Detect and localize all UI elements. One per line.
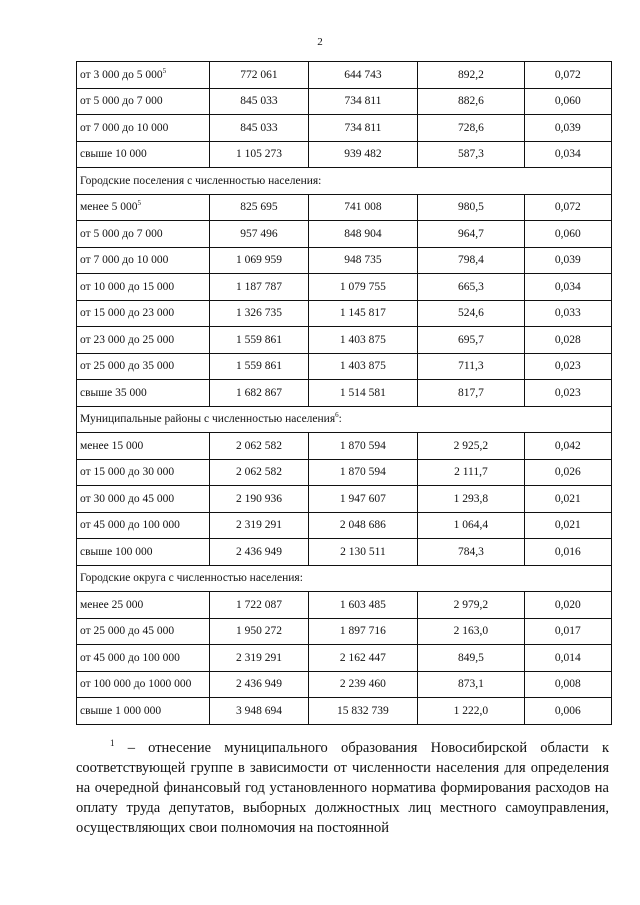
value-cell-3: 711,3: [418, 353, 525, 380]
value-cell-1: 2 190 936: [210, 486, 309, 513]
section-heading-label: Городские поселения с численностью населения:: [80, 174, 322, 187]
value-cell-3: 2 925,2: [418, 433, 525, 460]
value-cell-2: 1 403 875: [308, 353, 417, 380]
value-cell-3: 695,7: [418, 327, 525, 354]
table-row: [77, 645, 612, 672]
value-cell-3: 2 163,0: [418, 618, 525, 645]
value-cell-2: 2 239 460: [308, 671, 417, 698]
value-cell-4: 0,039: [524, 247, 611, 274]
population-range-cell: [77, 194, 210, 221]
value-cell-2: 1 514 581: [308, 380, 417, 407]
table-row: [77, 698, 612, 725]
table-row: [77, 247, 612, 274]
value-cell-3: 524,6: [418, 300, 525, 327]
value-cell-2: 948 735: [308, 247, 417, 274]
population-range-label: от 15 000 до 30 000: [80, 466, 175, 479]
value-cell-1: 1 722 087: [210, 592, 309, 619]
section-heading-label: Муниципальные районы с численностью населения: [80, 413, 336, 426]
value-cell-1: 1 326 735: [210, 300, 309, 327]
population-range-label: от 25 000 до 35 000: [80, 360, 175, 373]
value-cell-2: 15 832 739: [308, 698, 417, 725]
population-range-cell: [77, 380, 210, 407]
population-range-label: от 25 000 до 45 000: [80, 625, 175, 638]
population-range-label: от 3 000 до 5 000: [80, 68, 163, 81]
population-range-label: от 45 000 до 100 000: [80, 519, 180, 532]
table-row: [77, 194, 612, 221]
population-range-label: от 10 000 до 15 000: [80, 280, 175, 293]
value-cell-2: 1 947 607: [308, 486, 417, 513]
value-cell-1: 845 033: [210, 115, 309, 142]
table-row: [77, 300, 612, 327]
value-cell-4: 0,039: [524, 115, 611, 142]
population-range-label: свыше 10 000: [80, 148, 147, 161]
value-cell-2: 1 870 594: [308, 433, 417, 460]
value-cell-4: 0,028: [524, 327, 611, 354]
table-row: [77, 671, 612, 698]
value-cell-3: 587,3: [418, 141, 525, 168]
value-cell-3: 849,5: [418, 645, 525, 672]
value-cell-1: 1 069 959: [210, 247, 309, 274]
table-row: [77, 433, 612, 460]
population-range-cell: [77, 274, 210, 301]
table-row: [77, 618, 612, 645]
population-range-cell: [77, 539, 210, 566]
value-cell-3: 882,6: [418, 88, 525, 115]
value-cell-3: 873,1: [418, 671, 525, 698]
value-cell-3: 2 111,7: [418, 459, 525, 486]
population-range-cell: [77, 221, 210, 248]
value-cell-2: 848 904: [308, 221, 417, 248]
value-cell-4: 0,023: [524, 353, 611, 380]
section-heading-suffix: :: [338, 413, 342, 426]
value-cell-2: 2 048 686: [308, 512, 417, 539]
value-cell-2: 939 482: [308, 141, 417, 168]
population-range-label: менее 15 000: [80, 439, 144, 452]
value-cell-1: 2 319 291: [210, 512, 309, 539]
footnote-ref: 5: [162, 66, 167, 75]
value-cell-3: 1 064,4: [418, 512, 525, 539]
value-cell-4: 0,072: [524, 194, 611, 221]
value-cell-4: 0,033: [524, 300, 611, 327]
value-cell-4: 0,034: [524, 274, 611, 301]
value-cell-4: 0,042: [524, 433, 611, 460]
table-row: [77, 141, 612, 168]
table-row: [77, 512, 612, 539]
value-cell-3: 964,7: [418, 221, 525, 248]
population-range-cell: [77, 459, 210, 486]
table-row: [77, 486, 612, 513]
population-range-cell: [77, 592, 210, 619]
value-cell-4: 0,023: [524, 380, 611, 407]
value-cell-4: 0,008: [524, 671, 611, 698]
value-cell-3: 665,3: [418, 274, 525, 301]
population-range-label: свыше 100 000: [80, 545, 153, 558]
population-range-cell: [77, 247, 210, 274]
table-row: [77, 274, 612, 301]
value-cell-1: 1 950 272: [210, 618, 309, 645]
table-row: [77, 221, 612, 248]
value-cell-4: 0,016: [524, 539, 611, 566]
section-heading: [77, 565, 612, 592]
value-cell-3: 892,2: [418, 62, 525, 89]
value-cell-2: 734 811: [308, 88, 417, 115]
value-cell-4: 0,020: [524, 592, 611, 619]
population-range-label: свыше 1 000 000: [80, 704, 162, 717]
population-range-label: свыше 35 000: [80, 386, 147, 399]
value-cell-1: 772 061: [210, 62, 309, 89]
table-body: [77, 62, 612, 725]
table-row: [77, 327, 612, 354]
value-cell-4: 0,034: [524, 141, 611, 168]
table-row: [77, 380, 612, 407]
population-range-label: от 7 000 до 10 000: [80, 254, 169, 267]
table-row: [77, 88, 612, 115]
value-cell-3: 798,4: [418, 247, 525, 274]
section-heading-label: Городские округа с численностью населения:: [80, 572, 303, 585]
value-cell-1: 2 062 582: [210, 433, 309, 460]
population-range-cell: [77, 141, 210, 168]
value-cell-2: 1 403 875: [308, 327, 417, 354]
footnote-text: – отнесение муниципального образования Новосибирской области к соответствующей группе в зависимости от численности населения для определения на очередной финансовый год установленного норматива формирования расходов на оплату труда депутатов, выборных должностных лиц местного самоуправления, осуществляющих свои полномочия на постоянной: [76, 740, 609, 836]
value-cell-3: 1 222,0: [418, 698, 525, 725]
population-range-cell: [77, 353, 210, 380]
value-cell-2: 1 897 716: [308, 618, 417, 645]
footnote-ref: 6: [335, 411, 339, 420]
value-cell-1: 1 559 861: [210, 327, 309, 354]
value-cell-1: 1 682 867: [210, 380, 309, 407]
value-cell-3: 2 979,2: [418, 592, 525, 619]
table-row: [77, 592, 612, 619]
value-cell-1: 1 105 273: [210, 141, 309, 168]
value-cell-2: 644 743: [308, 62, 417, 89]
population-range-label: от 23 000 до 25 000: [80, 333, 175, 346]
table-row: [77, 459, 612, 486]
value-cell-2: 734 811: [308, 115, 417, 142]
value-cell-3: 980,5: [418, 194, 525, 221]
table-section-row: [77, 406, 612, 433]
value-cell-3: 784,3: [418, 539, 525, 566]
population-range-label: от 7 000 до 10 000: [80, 121, 169, 134]
value-cell-1: 2 436 949: [210, 671, 309, 698]
population-range-label: от 45 000 до 100 000: [80, 651, 180, 664]
footnote-ref: 5: [137, 199, 141, 208]
value-cell-2: 1 145 817: [308, 300, 417, 327]
value-cell-4: 0,026: [524, 459, 611, 486]
page-number: 2: [317, 36, 323, 48]
value-cell-1: 1 187 787: [210, 274, 309, 301]
table-row: [77, 539, 612, 566]
footnote: [76, 738, 609, 838]
footnote-mark: 1: [110, 738, 115, 749]
value-cell-3: 728,6: [418, 115, 525, 142]
table-row: [77, 353, 612, 380]
table-section-row: [77, 565, 612, 592]
table-section-row: [77, 168, 612, 195]
value-cell-3: 1 293,8: [418, 486, 525, 513]
population-range-cell: [77, 486, 210, 513]
table-row: [77, 115, 612, 142]
population-range-label: от 100 000 до 1000 000: [80, 678, 192, 691]
value-cell-4: 0,072: [524, 62, 611, 89]
population-range-cell: [77, 300, 210, 327]
value-cell-1: 3 948 694: [210, 698, 309, 725]
value-cell-1: 1 559 861: [210, 353, 309, 380]
population-range-label: от 15 000 до 23 000: [80, 307, 175, 320]
population-range-cell: [77, 115, 210, 142]
population-range-cell: [77, 62, 210, 89]
population-range-cell: [77, 645, 210, 672]
value-cell-2: 1 603 485: [308, 592, 417, 619]
population-range-label: от 5 000 до 7 000: [80, 95, 163, 108]
value-cell-1: 2 436 949: [210, 539, 309, 566]
population-range-cell: [77, 88, 210, 115]
value-cell-1: 957 496: [210, 221, 309, 248]
population-range-label: менее 25 000: [80, 598, 144, 611]
value-cell-2: 1 870 594: [308, 459, 417, 486]
population-range-cell: [77, 433, 210, 460]
value-cell-1: 825 695: [210, 194, 309, 221]
value-cell-1: 845 033: [210, 88, 309, 115]
value-cell-1: 2 062 582: [210, 459, 309, 486]
value-cell-3: 817,7: [418, 380, 525, 407]
value-cell-4: 0,060: [524, 88, 611, 115]
section-heading: [77, 168, 612, 195]
table-row: [77, 62, 612, 89]
population-range-label: менее 5 000: [80, 201, 138, 214]
value-cell-4: 0,017: [524, 618, 611, 645]
population-range-label: от 5 000 до 7 000: [80, 227, 163, 240]
value-cell-4: 0,014: [524, 645, 611, 672]
value-cell-2: 2 130 511: [308, 539, 417, 566]
value-cell-4: 0,060: [524, 221, 611, 248]
section-heading: [77, 406, 612, 433]
population-range-cell: [77, 512, 210, 539]
population-range-cell: [77, 327, 210, 354]
value-cell-2: 741 008: [308, 194, 417, 221]
population-range-cell: [77, 618, 210, 645]
value-cell-4: 0,021: [524, 512, 611, 539]
population-range-label: от 30 000 до 45 000: [80, 492, 175, 505]
norms-table: [76, 61, 612, 725]
value-cell-4: 0,021: [524, 486, 611, 513]
value-cell-1: 2 319 291: [210, 645, 309, 672]
population-range-cell: [77, 698, 210, 725]
value-cell-4: 0,006: [524, 698, 611, 725]
value-cell-2: 2 162 447: [308, 645, 417, 672]
value-cell-2: 1 079 755: [308, 274, 417, 301]
population-range-cell: [77, 671, 210, 698]
